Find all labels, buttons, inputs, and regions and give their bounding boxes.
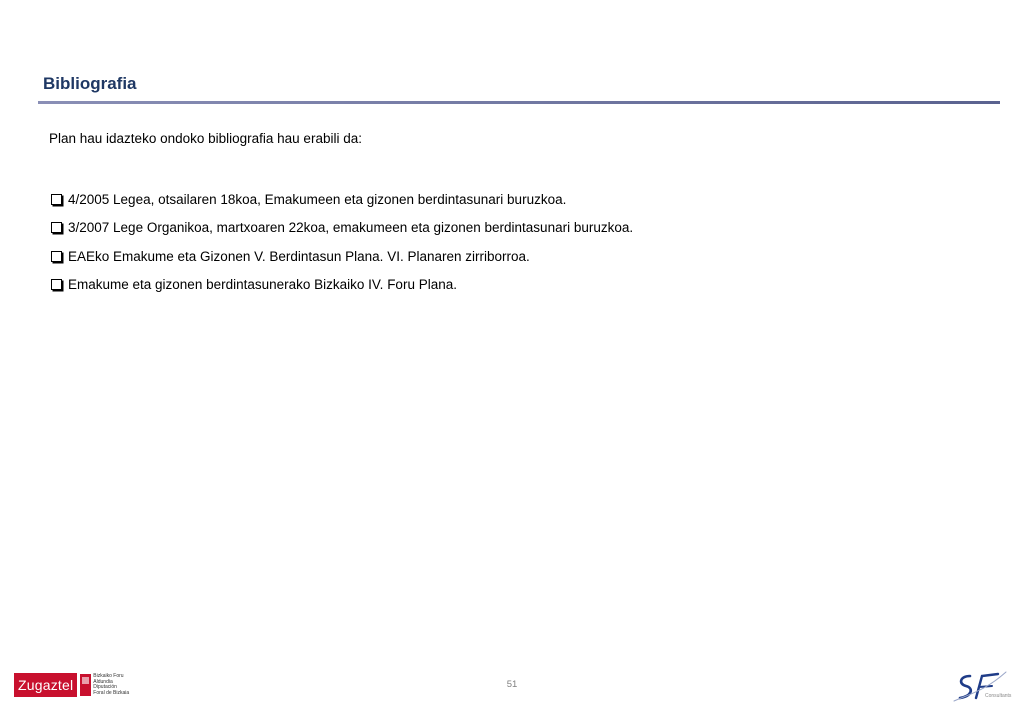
checkbox-icon [51,251,62,262]
bizkaia-text-line: Bizkaiko Foru [93,673,124,679]
intro-text: Plan hau idazteko ondoko bibliografia hau erabili da: [49,131,362,146]
bizkaia-text-line: Aldundia [93,678,113,685]
checkbox-icon [51,194,62,205]
title-divider [38,101,1000,104]
list-item-text: EAEko Emakume eta Gizonen V. Berdintasun Plana. VI. Planaren zirriborroa. [68,248,530,264]
bizkaia-text-line: Diputación [93,684,117,690]
page-title: Bibliografia [43,74,137,93]
bizkaia-text-line: Foral de Bizkaia [93,689,130,696]
checkbox-icon [51,279,62,290]
page-number: 51 [506,679,518,690]
list-item-text: Emakume eta gizonen berdintasunerako Bizkaiko IV. Foru Plana. [68,277,457,293]
list-item-text: 4/2005 Legea, otsailaren 18koa, Emakumeen eta gizonen berdintasunari buruzkoa. [68,191,567,207]
zugaztel-wordmark: Zugaztel [14,673,77,697]
checkbox-icon [51,222,62,233]
consultants-caption: Consultants [985,693,1012,699]
list-item [49,214,633,243]
list-item [49,271,633,300]
bibliography-list [49,185,633,299]
list-item [49,242,633,271]
list-item-text: 3/2007 Lege Organikoa, martxoaren 22koa, emakumeen eta gizonen berdintasunari buruzkoa. [68,220,634,236]
list-item [49,185,633,214]
